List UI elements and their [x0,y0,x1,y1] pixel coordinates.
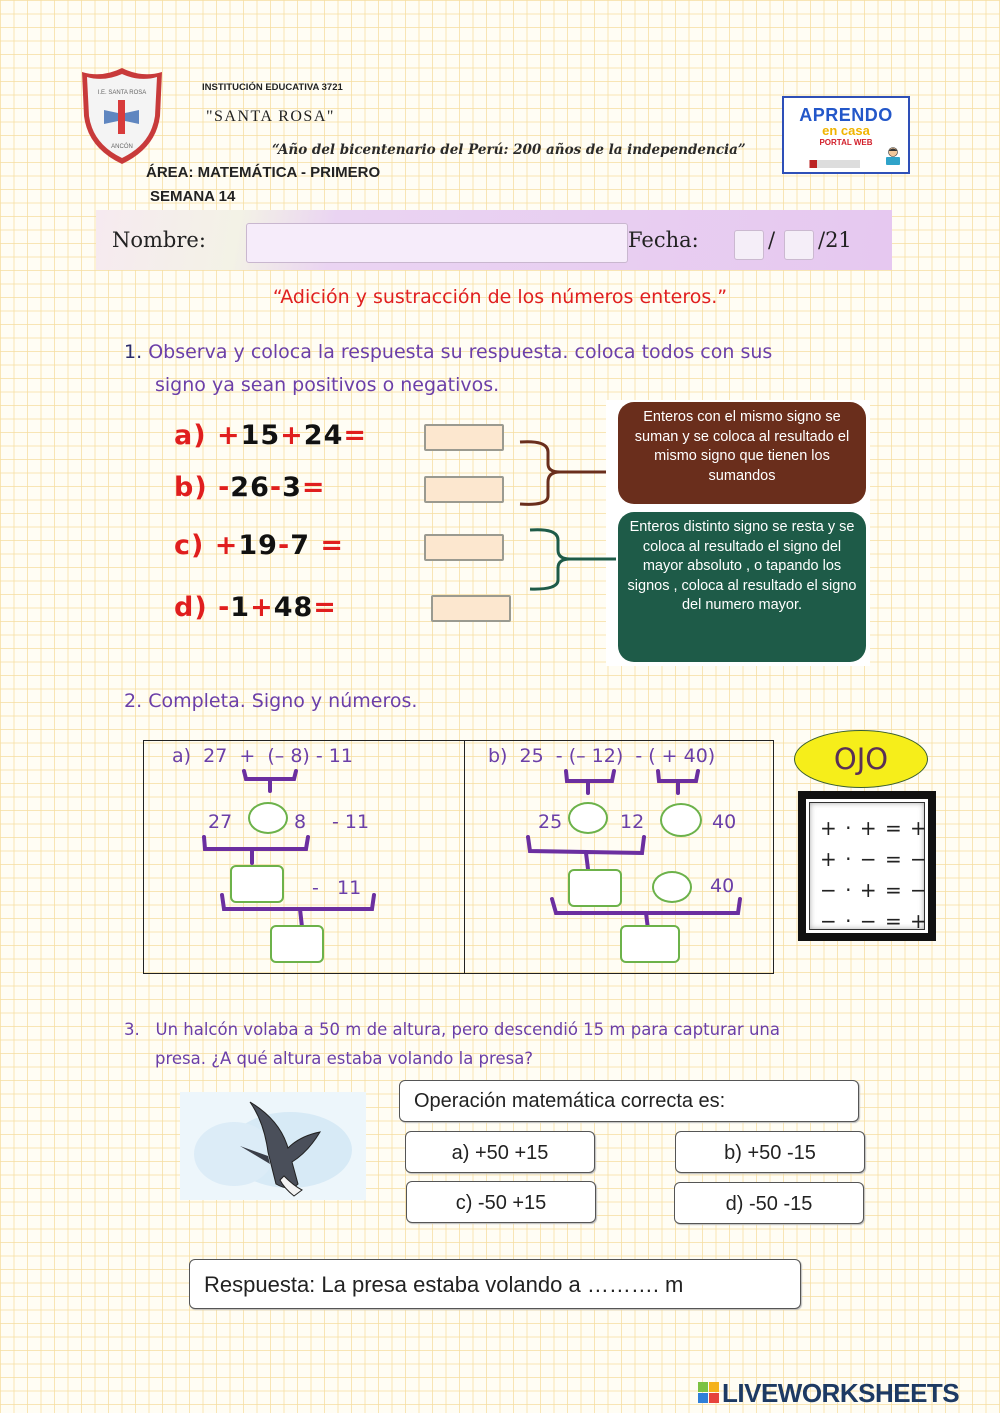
school-logo [78,66,166,166]
date-month-input[interactable] [784,230,814,260]
answer-input-c[interactable] [424,534,504,561]
date-year: /21 [818,228,852,252]
sign-rule: − · + = − [820,878,928,902]
name-label: Nombre: [112,228,206,252]
exercise-1-panel [166,400,866,666]
final-input-a[interactable] [270,925,324,963]
question-number: 3. [124,1020,140,1039]
sign-rule: + · + = + [820,816,928,840]
equation-d: d) -1+48= [174,592,337,623]
sign-rule: − · − = + [820,909,928,933]
rule-same-sign-callout: Enteros con el mismo signo se suman y se coloca al resultado el mismo signo que tienen los sumandos [618,402,866,504]
year-motto: “Año del bicentenario del Perú: 200 años de la independencia” [272,142,746,158]
subject-area: ÁREA: MATEMÁTICA - PRIMERO [146,164,381,181]
expression-b: b) 25 - (– 12) - ( + 40) [488,745,716,767]
sign-input-b1[interactable] [568,802,608,834]
brace-diff-sign-icon [528,526,618,592]
question-text-line1: Un halcón volaba a 50 m de altura, pero descendió 15 m para capturar una [155,1020,780,1039]
option-b-button[interactable]: b) +50 -15 [675,1131,865,1173]
liveworksheets-logo [698,1378,959,1409]
date-day-input[interactable] [734,230,764,260]
answer-input-b[interactable] [424,476,504,503]
student-reading-icon [884,146,902,166]
final-input-b[interactable] [620,925,680,963]
brand-name: LIVEWORKSHEETS [722,1378,960,1408]
b-row2-right: 40 [712,811,737,833]
bracket-icon [656,769,716,797]
bracket-icon [242,769,302,795]
answer-input[interactable]: Respuesta: La presa estaba volando a ………. m [189,1259,801,1309]
question-text: Completa. Signo y números. [148,690,418,712]
option-d-button[interactable]: d) -50 -15 [674,1182,864,1224]
operation-question-label: Operación matemática correcta es: [399,1080,859,1122]
school-name: "SANTA ROSA" [206,108,335,125]
b-row2-mid: 12 [620,811,645,833]
question-number: 1. [124,341,143,363]
badge-line1: APRENDO [799,105,893,125]
brace-same-sign-icon [518,438,608,508]
sign-input-a1[interactable] [248,802,288,834]
name-date-bar [96,210,892,270]
date-slash: / [768,228,776,252]
bracket-icon [202,835,312,869]
question-text-line2: signo ya sean positivos o negativos. [155,374,500,396]
a-row2-right: - 11 [332,811,370,833]
hawk-image [180,1092,366,1200]
question-text-line1: Observa y coloca la respuesta su respuesta. coloca todos con sus [148,341,773,363]
equation-c: c) +19-7 = [174,530,344,561]
equation-a: a) +15+24= [174,420,367,451]
a-row2-mid: 8 [294,811,307,833]
question-1 [124,336,914,402]
hawk-icon [180,1092,366,1200]
svg-text:I.E. SANTA ROSA: I.E. SANTA ROSA [97,90,147,96]
bracket-icon [564,769,624,797]
liveworksheets-cubes-icon [698,1382,720,1404]
b-row3-right: 40 [710,875,735,897]
option-a-button[interactable]: a) +50 +15 [405,1131,595,1173]
sign-input-b2[interactable] [660,803,702,837]
badge-line2: en casa [822,123,870,138]
expression-a: a) 27 + (– 8) - 11 [172,745,353,767]
question-2: 2. Completa. Signo y números. [124,690,418,712]
question-text-line2: presa. ¿A qué altura estaba volando la presa? [155,1049,534,1068]
badge-line3: PORTAL WEB [819,138,873,147]
exercise-2-table [143,740,774,974]
equation-b: b) -26-3= [174,472,326,503]
a-row2-left: 27 [208,811,233,833]
a-row3-right: - 11 [312,877,362,899]
question-3 [124,1015,914,1073]
worksheet-title: “Adición y sustracción de los números enteros.” [272,286,728,308]
name-input[interactable] [246,223,628,263]
answer-input-a[interactable] [424,424,504,451]
rule-diff-sign-callout: Enteros distinto signo se resta y se coloca al resultado el signo del mayor absoluto , o tapando los signos , coloca al resultado el signo del numero mayor. [618,512,866,662]
institution-name: INSTITUCIÓN EDUCATIVA 3721 [202,82,343,93]
cross-shield-icon [78,66,166,166]
b-row2-left: 25 [538,811,563,833]
option-c-button[interactable]: c) -50 +15 [406,1181,596,1223]
ojo-badge: OJO [794,730,928,788]
svg-text:ANCÓN: ANCÓN [111,144,133,150]
date-label: Fecha: [628,228,699,252]
aprendo-en-casa-badge [782,96,910,174]
ministry-logos [788,160,860,168]
answer-input-d[interactable] [431,595,511,622]
sign-rules-box [798,791,936,941]
sign-rule: + · − = − [820,847,928,871]
week-label: SEMANA 14 [150,188,236,205]
